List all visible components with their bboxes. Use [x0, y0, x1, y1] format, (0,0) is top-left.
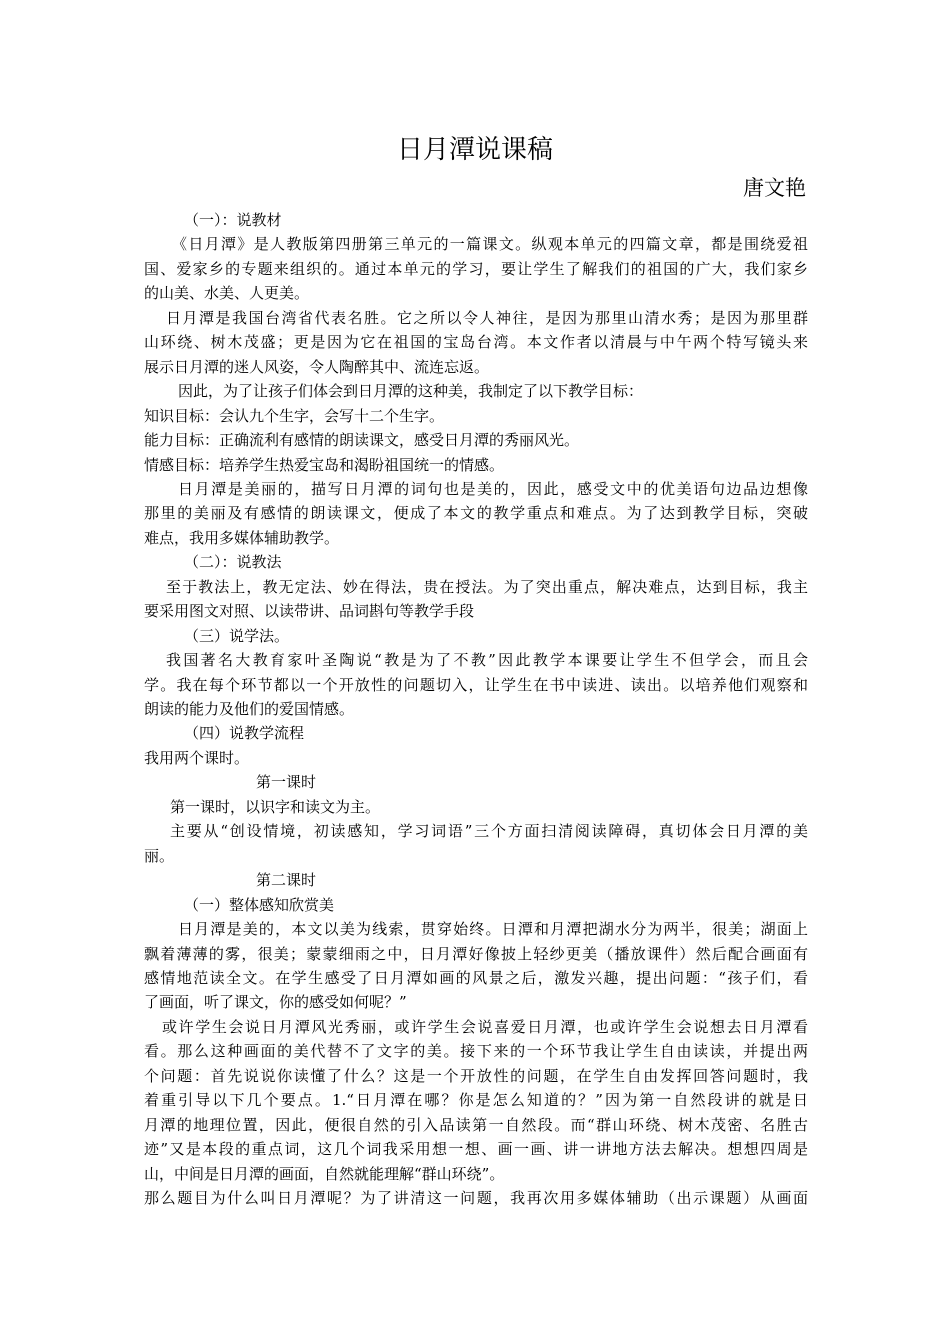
body-line: 或许学生会说日月潭风光秀丽，或许学生会说喜爱日月潭，也或许学生会说想去日月潭看 [162, 1017, 808, 1036]
body-line: 那么题目为什么叫日月潭呢？为了讲清这一问题，我再次用多媒体辅助（出示课题）从画面 [144, 1189, 808, 1207]
body-line: 飘着薄薄的雾，很美；蒙蒙细雨之中，日月潭好像披上轻纱更美（播放课件）然后配合画面有 [144, 944, 808, 963]
body-line: （一）：说教材 [184, 211, 282, 229]
body-line: 《日月潭》是人教版第四册第三单元的一篇课文。纵观本单元的四篇文章，都是围绕爱祖 [172, 235, 808, 254]
body-line: 情感目标：培养学生热爱宝岛和渴盼祖国统一的情感。 [144, 455, 505, 474]
body-line: 山，中间是日月潭的画面，自然就能理解“群山环绕”。 [144, 1164, 505, 1183]
body-line: 山环绕、树木茂盛；更是因为它在祖国的宝岛台湾。本文作者以清晨与中午两个特写镜头来 [144, 333, 808, 352]
body-line: 知识目标：会认九个生字，会写十二个生字。 [144, 406, 445, 425]
body-line: 展示日月潭的迷人风姿，令人陶醉其中、流连忘返。 [144, 357, 490, 376]
body-line: 要采用图文对照、以读带讲、品词斟句等教学手段 [144, 602, 475, 621]
body-line: 我国著名大教育家叶圣陶说“教是为了不教”因此教学本课要让学生不但学会，而且会 [166, 651, 808, 670]
body-line: 因此，为了让孩子们体会到日月潭的这种美，我制定了以下教学目标： [178, 382, 644, 401]
body-line: 日月潭是美丽的，描写日月潭的词句也是美的，因此，感受文中的优美语句边品边想像 [178, 479, 808, 498]
body-line: 了画面，听了课文，你的感受如何呢？” [144, 993, 407, 1012]
body-line: 日月潭是我国台湾省代表名胜。它之所以令人神往，是因为那里山清水秀；是因为那里群 [166, 308, 808, 327]
body-line: 的山美、水美、人更美。 [144, 284, 310, 303]
body-line: 能力目标：正确流利有感情的朗读课文，感受日月潭的秀丽风光。 [144, 431, 580, 450]
body-line: 看。那么这种画面的美代替不了文字的美。接下来的一个环节我让学生自由读读，并提出两 [144, 1042, 808, 1061]
body-line: 那里的美丽及有感情的朗读课文，便成了本文的教学重点和难点。为了达到教学目标，突破 [144, 504, 808, 523]
body-line: （一）整体感知欣赏美 [184, 895, 335, 914]
body-line: 难点，我用多媒体辅助教学。 [144, 528, 340, 547]
body-line: 迹”又是本段的重点词，这几个词我采用想一想、画一画、讲一讲地方法去解决。想想四周是 [144, 1140, 808, 1159]
body-line: 国、爱家乡的专题来组织的。通过本单元的学习，要让学生了解我们的祖国的广大，我们家乡 [144, 259, 808, 278]
body-line: 朗读的能力及他们的爱国情感。 [144, 700, 355, 718]
body-line: 着重引导以下几个要点。1.“日月潭在哪？你是怎么知道的？”因为第一自然段讲的就是日 [144, 1091, 808, 1110]
body-line: 第一课时，以识字和读文为主。 [170, 797, 381, 816]
body-line: （三）说学法。 [184, 626, 290, 645]
body-line: 日月潭是美的，本文以美为线索，贯穿始终。日潭和月潭把湖水分为两半，很美；湖面上 [178, 920, 808, 939]
body-line: 感情地范读全文。在学生感受了日月潭如画的风景之后，激发兴趣，提出问题：“孩子们，看 [144, 968, 808, 987]
body-line: 至于教法上，教无定法、妙在得法，贵在授法。为了突出重点，解决难点，达到目标，我主 [166, 577, 808, 596]
body-line: （四）说教学流程 [184, 724, 305, 743]
document-title: 日月潭说课稿 [396, 135, 553, 165]
body-line: （二）：说教法 [184, 553, 282, 572]
body-line: 第二课时 [256, 871, 317, 890]
body-line: 学。我在每个环节都以一个开放性的问题切入，让学生在书中读进、读出。以培养他们观察和 [144, 675, 808, 694]
body-line: 第一课时 [256, 773, 317, 792]
body-line: 个问题：首先说说你读懂了什么？这是一个开放性的问题，在学生自由发挥回答问题时，我 [144, 1066, 808, 1085]
body-line: 月潭的地理位置，因此，便很自然的引入品读第一自然段。而“群山环绕、树木茂密、名胜古 [144, 1115, 808, 1134]
document-author: 唐文艳 [743, 176, 806, 200]
body-line: 丽。 [144, 846, 175, 865]
body-line: 我用两个课时。 [144, 748, 250, 767]
body-line: 主要从“创设情境，初读感知，学习词语”三个方面扫清阅读障碍，真切体会日月潭的美 [170, 822, 808, 841]
